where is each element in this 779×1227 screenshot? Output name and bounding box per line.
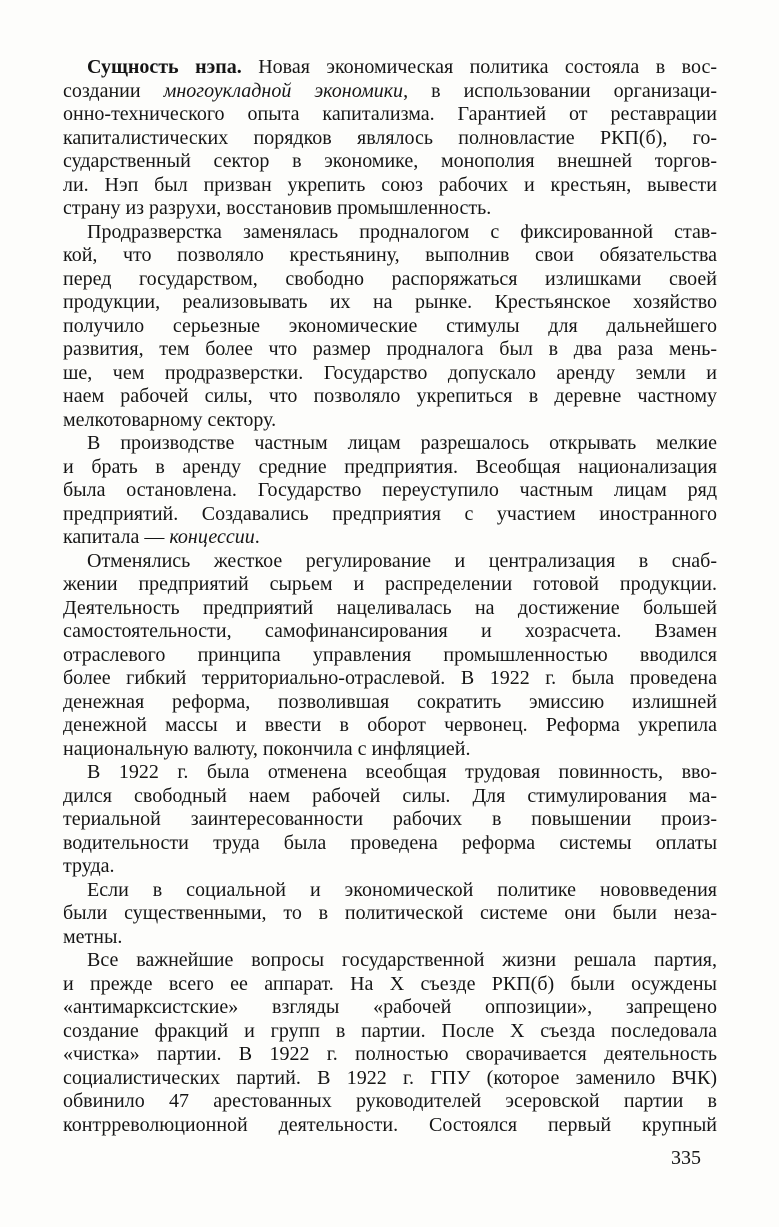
- text-segment: многоукладной экономики: [163, 79, 404, 102]
- text-line: [63, 479, 717, 503]
- text-segment: создание фракций и групп в партии. После X съезда последовала: [63, 1019, 717, 1042]
- text-line: [63, 1067, 717, 1091]
- text-segment: Новая экономическая политика состояла в вос-: [241, 56, 718, 78]
- text-line: [63, 926, 717, 950]
- text-line: [63, 409, 717, 433]
- text-line: [63, 526, 717, 550]
- text-line: [63, 573, 717, 597]
- text-segment: создании: [63, 79, 164, 102]
- text-segment: «антимарксистские» взгляды «рабочей оппозиции», запрещено: [63, 996, 717, 1018]
- text-line: [63, 644, 717, 668]
- text-segment: развития, тем более что размер продналога был в два раза мень-: [63, 338, 717, 360]
- text-segment: контрреволюционной деятельности. Состоялся первый крупный: [63, 1113, 717, 1136]
- text-line: [63, 832, 717, 856]
- text-segment: Продразверстка заменялась продналогом с фиксированной став-: [87, 220, 717, 243]
- text-line: [63, 127, 717, 151]
- text-line: [63, 738, 717, 762]
- text-line: [63, 174, 717, 198]
- text-line: [63, 973, 717, 997]
- text-segment: концессии: [169, 526, 255, 548]
- text-segment: перед государством, свободно распоряжаться излишками своей: [63, 267, 717, 290]
- text-line: [63, 785, 717, 809]
- text-line: [63, 1090, 717, 1114]
- text-line: [63, 338, 717, 362]
- text-segment: были существенными, то в политической системе они были неза-: [63, 902, 717, 924]
- text-segment: предприятий. Создавались предприятия с участием иностранного: [63, 502, 717, 525]
- text-line: [63, 268, 717, 292]
- page-number: 335: [671, 1147, 701, 1169]
- text-segment: Сущность нэпа.: [87, 56, 242, 78]
- text-segment: национальную валюту, покончила с инфляцией.: [63, 737, 471, 760]
- body-text: [63, 56, 717, 1137]
- text-segment: Отменялись жесткое регулирование и централизация в снаб-: [87, 549, 717, 572]
- text-segment: денежная реформа, позволившая сократить эмиссию излишней: [63, 690, 717, 713]
- text-segment: социалистических партий. В 1922 г. ГПУ (которое заменило ВЧК): [63, 1066, 717, 1089]
- text-line: [63, 667, 717, 691]
- text-line: [63, 244, 717, 268]
- text-segment: более гибкий территориально-отраслевой. В 1922 г. была проведена: [63, 667, 717, 689]
- text-segment: и прежде всего ее аппарат. На X съезде РКП(б) были осуждены: [63, 972, 717, 995]
- text-line: [63, 996, 717, 1020]
- text-line: [63, 221, 717, 245]
- text-line: [63, 902, 717, 926]
- text-line: [63, 503, 717, 527]
- text-segment: онно-технического опыта капитализма. Гарантией от реставрации: [63, 103, 717, 125]
- text-line: [63, 949, 717, 973]
- text-line: [63, 80, 717, 104]
- text-segment: В производстве частным лицам разрешалось открывать мелкие: [87, 432, 717, 454]
- text-segment: капитала —: [63, 526, 170, 548]
- text-segment: , в использовании организаци-: [403, 79, 717, 102]
- text-line: [63, 1114, 717, 1138]
- text-segment: и брать в аренду средние предприятия. Всеобщая национализация: [63, 455, 717, 478]
- text-segment: получило серьезные экономические стимулы для дальнейшего: [63, 314, 717, 337]
- text-segment: Деятельность предприятий нацеливалась на достижение большей: [63, 596, 717, 619]
- text-segment: труда.: [63, 855, 115, 877]
- text-segment: ше, чем продразверстки. Государство допускало аренду земли и: [63, 361, 717, 384]
- text-segment: водительности труда была проведена реформа системы оплаты: [63, 831, 717, 854]
- text-segment: Если в социальной и экономической политике нововведения: [87, 878, 717, 901]
- text-line: [63, 597, 717, 621]
- text-segment: «чистка» партии. В 1922 г. полностью сворачивается деятельность: [63, 1043, 717, 1065]
- text-segment: ли. Нэп был призван укрепить союз рабочих и крестьян, вывести: [63, 173, 717, 196]
- text-segment: денежной массы и ввести в оборот червонец. Реформа укрепила: [63, 714, 717, 736]
- text-segment: териальной заинтересованности рабочих в повышении произ-: [63, 808, 717, 830]
- text-segment: наем рабочей силы, что позволяло укрепиться в деревне частному: [63, 385, 717, 407]
- text-segment: отраслевого принципа управления промышленностью вводился: [63, 643, 717, 666]
- text-line: [63, 761, 717, 785]
- text-segment: мелкотоварному сектору.: [63, 408, 277, 431]
- text-segment: была остановлена. Государство переуступило частным лицам ряд: [63, 479, 717, 501]
- text-segment: капиталистических порядков являлось полновластие РКП(б), го-: [63, 126, 717, 149]
- text-segment: жении предприятий сырьем и распределении готовой продукции.: [63, 573, 717, 595]
- text-segment: сударственный сектор в экономике, монополия внешней торгов-: [63, 150, 717, 172]
- text-line: [63, 808, 717, 832]
- text-line: [63, 103, 717, 127]
- text-line: [63, 855, 717, 879]
- text-line: [63, 1043, 717, 1067]
- text-line: [63, 879, 717, 903]
- text-segment: обвинило 47 арестованных руководителей эсеровской партии в: [63, 1090, 717, 1112]
- text-line: [63, 691, 717, 715]
- text-line: [63, 620, 717, 644]
- text-line: [63, 1020, 717, 1044]
- text-line: [63, 456, 717, 480]
- text-line: [63, 550, 717, 574]
- text-line: [63, 150, 717, 174]
- text-segment: дился свободный наем рабочей силы. Для стимулирования ма-: [63, 784, 717, 807]
- text-line: [63, 56, 717, 80]
- text-line: [63, 714, 717, 738]
- text-segment: самостоятельности, самофинансирования и хозрасчета. Взамен: [63, 620, 717, 642]
- text-line: [63, 315, 717, 339]
- text-segment: страну из разрухи, восстановив промышленность.: [63, 197, 492, 219]
- text-line: [63, 291, 717, 315]
- text-line: [63, 197, 717, 221]
- text-line: [63, 432, 717, 456]
- text-segment: Все важнейшие вопросы государственной жизни решала партия,: [87, 949, 717, 971]
- text-segment: .: [254, 526, 260, 548]
- text-segment: метны.: [63, 925, 123, 948]
- text-segment: продукции, реализовывать их на рынке. Крестьянское хозяйство: [63, 291, 717, 313]
- text-segment: В 1922 г. была отменена всеобщая трудовая повинность, вво-: [87, 761, 717, 783]
- text-line: [63, 362, 717, 386]
- text-segment: кой, что позволяло крестьянину, выполнив свои обязательства: [63, 244, 717, 266]
- text-line: [63, 385, 717, 409]
